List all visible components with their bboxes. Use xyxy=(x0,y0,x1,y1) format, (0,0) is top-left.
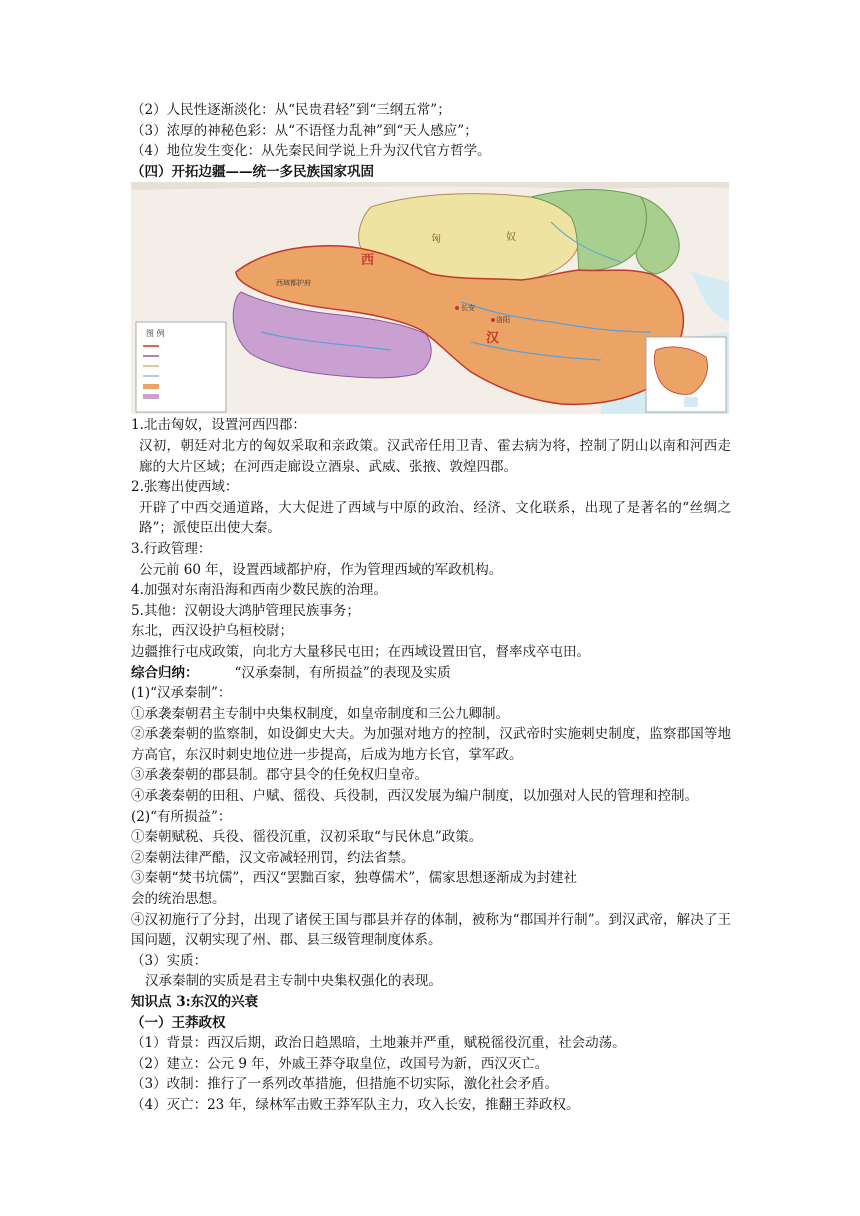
list-item: （1）背景：西汉后期，政治日趋黑暗，土地兼并严重，赋税徭役沉重，社会动荡。 xyxy=(131,1035,626,1052)
text-line: （4）地位发生变化：从先秦民间学说上升为汉代官方哲学。 xyxy=(131,143,491,160)
list-item: ③秦朝“焚书坑儒”，西汉“罢黜百家，独尊儒术”，儒家思想逐渐成为封建社 xyxy=(131,870,578,887)
list-item: （4）灭亡：23 年，绿林军击败王莽军队主力，攻入长安，推翻王莽政权。 xyxy=(131,1096,580,1113)
text-line: 东北，西汉设护乌桓校尉； xyxy=(131,623,293,640)
text-line: 边疆推行屯戍政策，向北方大量移民屯田；在西域设置田官，督率戍卒屯田。 xyxy=(131,643,590,660)
text-line: 会的统治思想。 xyxy=(131,891,226,908)
knowledge-point-title: 知识点 3:东汉的兴衰 xyxy=(131,994,259,1010)
subsection-title: 2.张骞出使西域： xyxy=(131,479,239,496)
summary-line xyxy=(131,663,731,684)
paragraph: 汉初，朝廷对北方的匈奴采取和亲政策。汉武帝任用卫青、霍去病为将，控制了阴山以南和河西走廊的大片区域；在河西走廊设立酒泉、武威、张掖、敦煌四郡。 xyxy=(139,437,731,475)
section-heading: （一）王莽政权 xyxy=(131,1014,226,1031)
list-item: （3）改制：推行了一系列改革措施，但措施不切实际，激化社会矛盾。 xyxy=(131,1076,559,1093)
subsection-title: 3.行政管理： xyxy=(131,540,212,557)
document-page xyxy=(131,100,731,1116)
subsection-title: 1.北击匈奴，设置河西四郡： xyxy=(131,417,306,434)
subsection-title: 5.其他：汉朝设大鸿胪管理民族事务； xyxy=(131,602,360,619)
han-dynasty-map xyxy=(131,182,729,414)
map-label-han: 汉 xyxy=(486,331,500,347)
paragraph: 开辟了中西交通道路，大大促进了西域与中原的政治、经济、文化联系，出现了是著名的“丝绸之路”；派使臣出使大秦。 xyxy=(139,499,731,537)
section-heading: （四）开拓边疆——统一多民族国家巩固 xyxy=(131,163,374,180)
map-label-xi: 西 xyxy=(361,253,375,269)
text-line: （3）浓厚的神秘色彩：从“不语怪力乱神”到“天人感应”； xyxy=(131,122,478,139)
subsection-title: 4.加强对东南沿海和西南少数民族的治理。 xyxy=(131,582,387,599)
list-item: ②承袭秦朝的监察制，如设御史大夫。为加强对地方的控制，汉武帝时实施刺史制度，监察郡国等地方高官，东汉时刺史地位进一步提高，后成为地方长官，掌军政。 xyxy=(131,726,731,763)
map-label-nu: 奴 xyxy=(506,232,516,244)
paragraph: 汉承秦制的实质是君主专制中央集权强化的表现。 xyxy=(145,973,442,990)
list-item: ④承袭秦朝的田租、户赋、徭役、兵役制，西汉发展为编户制度，以加强对人民的管理和控制。 xyxy=(131,788,698,805)
map-label-duhu: 西域都护府 xyxy=(276,279,311,288)
point-title: （3）实质： xyxy=(131,952,208,969)
list-item: （2）建立：公元 9 年，外戚王莽夺取皇位，改国号为新，西汉灭亡。 xyxy=(131,1055,549,1072)
map-label-changan: 长安 xyxy=(461,304,475,313)
list-item: ③承袭秦朝的郡县制。郡守县令的任免权归皇帝。 xyxy=(131,767,428,784)
list-item: ②秦朝法律严酷，汉文帝减轻刑罚，约法省禁。 xyxy=(131,849,415,866)
point-title: (1)“汉承秦制”： xyxy=(131,685,232,702)
legend-title: 图 例 xyxy=(146,329,165,339)
map-label-xiong: 匈 xyxy=(431,234,441,246)
map-label-luoyang: 洛阳 xyxy=(496,316,510,325)
text-line: （2）人民性逐渐淡化：从“民贵君轻”到“三纲五常”； xyxy=(131,102,451,118)
list-item: ①秦朝赋税、兵役、徭役沉重，汉初采取“与民休息”政策。 xyxy=(131,829,483,846)
list-item: ①承袭秦朝君主专制中央集权制度，如皇帝制度和三公九卿制。 xyxy=(131,705,509,722)
point-title: (2)“有所损益”： xyxy=(131,808,232,825)
list-item: ④汉初施行了分封，出现了诸侯王国与郡县并存的体制，被称为“郡国并行制”。到汉武帝，解决了王国问题，汉朝实现了州、郡、县三级管理制度体系。 xyxy=(131,911,731,949)
paragraph: 公元前 60 年，设置西域都护府，作为管理西域的军政机构。 xyxy=(139,561,503,578)
summary-label: 综合归纳： xyxy=(131,664,199,681)
summary-topic: “汉承秦制，有所损益”的表现及实质 xyxy=(234,664,451,681)
